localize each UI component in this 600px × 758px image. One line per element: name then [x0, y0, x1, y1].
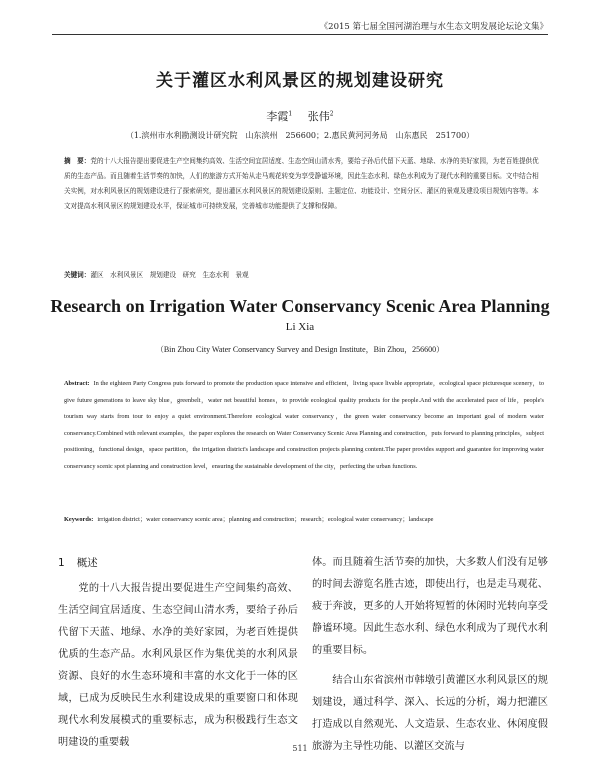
chinese-abstract-text: 党的十八大报告提出要促进生产空间集约高效、生活空间宜居适度、生态空间山清水秀，要给子孙后代留下天蓝、地绿、水净的美好家园，为老百姓提供优质的生态产品。而且随着生活节奏的加快，人们的旅游方式开始从走马观花转变为享受静谧环境，因此生态水利、绿色水利成为了现代水利的重要目标。文中结合相关实例，对水利风景区的规划建设进行了探索研究，提出灌区水利风景区的规划建设原则、主题定位、功能设计、空间分区、灌区的景观及建设项目规划内容等。本文对提高水利风景区的规划建设水平，保证城市可持续发展，完善城市功能提供了支撑和保障。	[64, 157, 539, 210]
chinese-keywords-text: 灌区 水利风景区 规划建设 研究 生态水利 景观	[90, 271, 249, 279]
chinese-affiliation: （1.滨州市水利勘测设计研究院 山东滨州 256600；2.惠民黄河河务局 山东惠民 251700）	[125, 131, 475, 140]
body-left-column	[58, 552, 298, 754]
english-keywords	[64, 514, 544, 523]
english-keywords-label: Keywords:	[64, 516, 94, 523]
english-title: Research on Irrigation Water Conservancy Scenic Area Planning	[50, 296, 550, 316]
chinese-keywords	[64, 269, 544, 279]
body-paragraph: 体。而且随着生活节奏的加快，大多数人们没有足够的时间去游览名胜古迹，即使出行，也是走马观花、疲于奔波，更多的人开始将短暂的休闲时光转向享受静谧环境。因此生态水利、绿色水利成为了现代水利的重要目标。	[312, 557, 548, 656]
chinese-keywords-label: 关键词：	[64, 271, 91, 279]
body-right-column	[312, 552, 548, 758]
body-paragraph: 结合山东省滨州市韩墩引黄灌区水利风景区的规划建设，通过科学、深入、长远的分析，竭力把灌区打造成以自然观光、人文造景、生态农业、休闲度假旅游为主导性功能、以灌区交流与	[312, 675, 548, 752]
chinese-authors	[0, 108, 600, 124]
english-abstract	[64, 376, 544, 475]
english-abstract-text: In the eighteen Party Congress puts forward to promote the production space intensive and efficient，living space livable appropriate，ecological space picturesque scenery，to give future generations to leave sky blue，greenbelt，water net beautiful homes，to provide ecological quality products for the people.And with the accelerated pace of life，people's tourism way starts from tour to enjoy a quiet environment.Therefore ecological water conservancy，the green water conservancy become an important goal of modern water conservancy.Combined with relevant examples，the paper explores the research on Water Conservancy Scenic Area Planning and construction，puts forward to planning principles，subject positioning，functional design，space partition，the irrigation district's landscape and construction projects planning content.The paper provides support and guarantee for improving water conservancy scenic spot planning and construction level，ensuring the sustainable development of the city，perfecting the urban functions.	[64, 380, 544, 470]
header-rule	[52, 34, 548, 35]
body-paragraph: 党的十八大报告提出要促进生产空间集约高效、生活空间宜居适度、生态空间山清水秀，要给子孙后代留下天蓝、地绿、水净的美好家园，为老百姓提供优质的生态产品。水利风景区作为集优美的水利风景资源、良好的水生态环境和丰富的水文化于一体的区域，已成为反映民生水利建设成果的重要窗口和体现现代水利发展模式的重要标志，成为积极践行生态文明建设的重要载	[58, 583, 298, 748]
section-number: 1	[58, 557, 65, 569]
english-author: Li Xia	[285, 321, 315, 333]
chinese-title: 关于灌区水利风景区的规划建设研究	[156, 71, 444, 91]
page-number: 511	[292, 744, 308, 753]
author-1: 李霞$^1$	[266, 110, 293, 123]
chinese-abstract	[64, 154, 544, 214]
author-2: 张伟$^2$	[307, 110, 334, 123]
section-heading	[58, 552, 298, 574]
section-title: 概述	[76, 557, 98, 569]
chinese-abstract-label: 摘 要：	[64, 157, 91, 165]
english-affiliation: （Bin Zhou City Water Conservancy Survey and Design Institute，Bin Zhou，256600）	[155, 345, 445, 354]
english-abstract-label: Abstract:	[64, 380, 90, 387]
english-keywords-text: irrigation district；water conservancy scenic area；planning and construction；research；ecological water conservancy；landscape	[97, 516, 434, 523]
running-head: 《2015 第七届全国河湖治理与水生态文明发展论坛论文集》	[319, 22, 548, 32]
